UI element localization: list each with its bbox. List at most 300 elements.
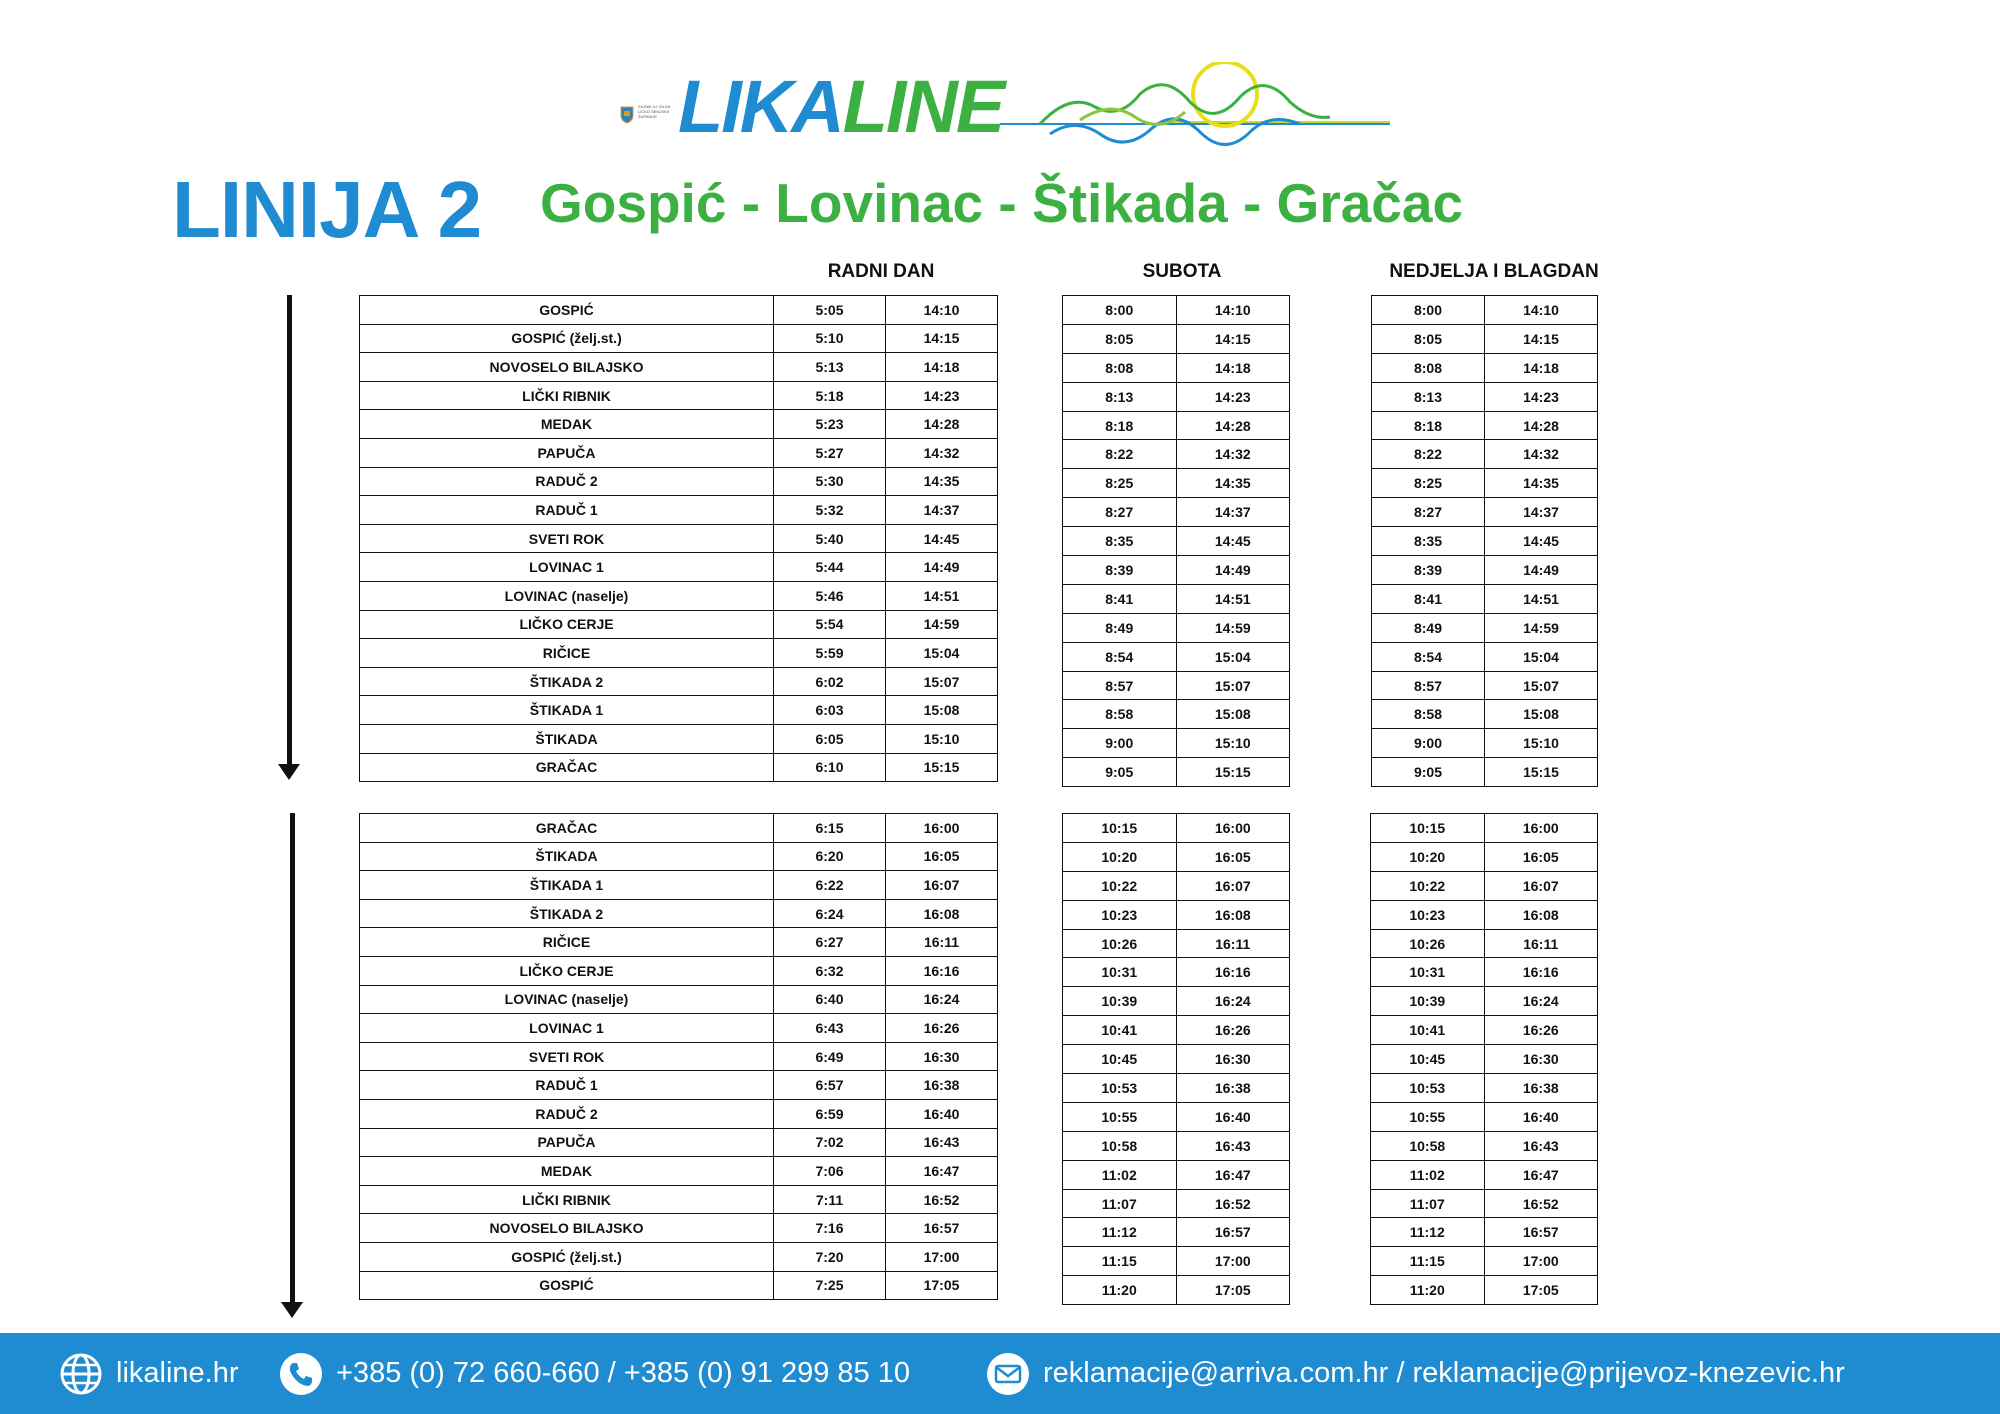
- departure-time: 16:40: [886, 1099, 998, 1128]
- stop-name: ŠTIKADA 2: [360, 667, 774, 696]
- departure-time: 14:32: [1176, 440, 1290, 469]
- departure-time: 16:07: [1176, 871, 1290, 900]
- stop-name: MEDAK: [360, 1157, 774, 1186]
- table-row: [1371, 1074, 1598, 1103]
- table-row: [360, 814, 998, 843]
- table-row: [360, 1071, 998, 1100]
- departure-time: 11:15: [1063, 1247, 1177, 1276]
- table-row: [1371, 1276, 1598, 1305]
- departure-time: 10:22: [1063, 871, 1177, 900]
- table-row: [1371, 987, 1598, 1016]
- departure-time: 14:28: [886, 410, 998, 439]
- website-link[interactable]: likaline.hr: [116, 1357, 239, 1389]
- departure-time: 14:23: [886, 381, 998, 410]
- departure-time: 14:10: [886, 296, 998, 325]
- table-row: [1063, 1016, 1290, 1045]
- departure-time: 15:07: [886, 667, 998, 696]
- footer-email[interactable]: [985, 1333, 1845, 1414]
- table-row: [1371, 1016, 1598, 1045]
- departure-time: 8:41: [1063, 584, 1177, 613]
- table-row: [1372, 324, 1598, 353]
- departure-time: 8:13: [1063, 382, 1177, 411]
- table-row: [360, 1242, 998, 1271]
- departure-time: 11:07: [1063, 1189, 1177, 1218]
- table-row: [1371, 1160, 1598, 1189]
- departure-time: 16:24: [1484, 987, 1598, 1016]
- departure-time: 8:54: [1063, 642, 1177, 671]
- departure-time: 16:08: [1176, 900, 1290, 929]
- table-row: [1372, 556, 1598, 585]
- column-header-sunday: NEDJELJA I BLAGDAN: [1389, 261, 1599, 282]
- departure-time: 15:15: [1176, 758, 1290, 787]
- stop-name: GRAČAC: [360, 753, 774, 782]
- departure-time: 5:10: [774, 324, 886, 353]
- departure-time: 5:18: [774, 381, 886, 410]
- departure-time: 14:28: [1485, 411, 1598, 440]
- logo: [620, 62, 1390, 152]
- departure-time: 16:47: [1484, 1160, 1598, 1189]
- departure-time: 5:05: [774, 296, 886, 325]
- stop-name: RADUČ 2: [360, 467, 774, 496]
- crest-text: ZAJNIK ILI GILDA LIČKO SENJSKE ŽUPANIJE: [638, 104, 671, 119]
- weekday-table-outbound: [359, 295, 998, 782]
- departure-time: 11:02: [1371, 1160, 1485, 1189]
- departure-time: 14:10: [1176, 296, 1290, 325]
- departure-time: 11:20: [1063, 1276, 1177, 1305]
- departure-time: 16:00: [1484, 814, 1598, 843]
- departure-time: 6:03: [774, 696, 886, 725]
- table-row: [360, 1128, 998, 1157]
- table-row: [1063, 671, 1290, 700]
- table-row: [1371, 958, 1598, 987]
- departure-time: 6:32: [774, 956, 886, 985]
- email-addresses[interactable]: reklamacije@arriva.com.hr / reklamacije@prijevoz-knezevic.hr: [1043, 1357, 1845, 1389]
- line-title: LINIJA 2: [172, 165, 482, 254]
- departure-time: 16:40: [1484, 1102, 1598, 1131]
- departure-time: 15:04: [886, 639, 998, 668]
- table-row: [360, 667, 998, 696]
- table-row: [360, 899, 998, 928]
- departure-time: 6:24: [774, 899, 886, 928]
- table-row: [360, 985, 998, 1014]
- table-row: [360, 1157, 998, 1186]
- departure-time: 16:16: [886, 956, 998, 985]
- table-row: [1063, 729, 1290, 758]
- table-row: [1372, 411, 1598, 440]
- sunday-table-outbound: [1371, 295, 1598, 787]
- table-row: [1372, 527, 1598, 556]
- departure-time: 8:35: [1372, 527, 1485, 556]
- departure-time: 14:59: [1485, 613, 1598, 642]
- departure-time: 14:23: [1485, 382, 1598, 411]
- departure-time: 10:26: [1063, 929, 1177, 958]
- departure-time: 14:59: [886, 610, 998, 639]
- departure-time: 14:45: [1485, 527, 1598, 556]
- departure-time: 16:11: [1176, 929, 1290, 958]
- departure-time: 6:05: [774, 724, 886, 753]
- departure-time: 16:07: [886, 871, 998, 900]
- table-row: [1372, 729, 1598, 758]
- departure-time: 10:45: [1063, 1045, 1177, 1074]
- departure-time: 16:11: [886, 928, 998, 957]
- departure-time: 6:22: [774, 871, 886, 900]
- table-row: [1063, 584, 1290, 613]
- departure-time: 8:27: [1372, 498, 1485, 527]
- departure-time: 8:18: [1372, 411, 1485, 440]
- departure-time: 16:52: [886, 1185, 998, 1214]
- mail-icon: [985, 1351, 1031, 1397]
- departure-time: 5:44: [774, 553, 886, 582]
- departure-time: 8:58: [1063, 700, 1177, 729]
- departure-time: 5:46: [774, 581, 886, 610]
- departure-time: 8:57: [1372, 671, 1485, 700]
- departure-time: 17:00: [886, 1242, 998, 1271]
- table-row: [360, 1271, 998, 1300]
- departure-time: 15:04: [1485, 642, 1598, 671]
- departure-time: 8:58: [1372, 700, 1485, 729]
- table-row: [360, 753, 998, 782]
- departure-time: 10:41: [1371, 1016, 1485, 1045]
- table-row: [1372, 584, 1598, 613]
- stop-name: GOSPIĆ: [360, 296, 774, 325]
- table-row: [1371, 814, 1598, 843]
- table-row: [360, 324, 998, 353]
- departure-time: 16:43: [886, 1128, 998, 1157]
- stop-name: LOVINAC (naselje): [360, 985, 774, 1014]
- mountain-wave-icon: [1000, 62, 1390, 152]
- departure-time: 14:49: [1485, 556, 1598, 585]
- table-row: [1063, 1160, 1290, 1189]
- table-row: [1063, 324, 1290, 353]
- departure-time: 8:49: [1372, 613, 1485, 642]
- departure-time: 17:05: [886, 1271, 998, 1300]
- departure-time: 9:05: [1063, 758, 1177, 787]
- table-row: [1371, 1218, 1598, 1247]
- departure-time: 16:05: [1176, 842, 1290, 871]
- departure-time: 14:35: [1485, 469, 1598, 498]
- departure-time: 8:08: [1372, 353, 1485, 382]
- table-row: [1372, 382, 1598, 411]
- table-row: [1063, 1045, 1290, 1074]
- departure-time: 15:15: [886, 753, 998, 782]
- departure-time: 16:40: [1176, 1102, 1290, 1131]
- table-row: [360, 524, 998, 553]
- table-row: [1372, 353, 1598, 382]
- departure-time: 14:37: [1176, 498, 1290, 527]
- departure-time: 16:00: [1176, 814, 1290, 843]
- departure-time: 5:13: [774, 353, 886, 382]
- departure-time: 11:12: [1371, 1218, 1485, 1247]
- departure-time: 5:30: [774, 467, 886, 496]
- table-row: [360, 1099, 998, 1128]
- departure-time: 10:26: [1371, 929, 1485, 958]
- table-row: [1372, 758, 1598, 787]
- departure-time: 6:57: [774, 1071, 886, 1100]
- table-row: [1063, 296, 1290, 325]
- departure-time: 8:49: [1063, 613, 1177, 642]
- departure-time: 15:07: [1485, 671, 1598, 700]
- stop-name: LIČKI RIBNIK: [360, 381, 774, 410]
- departure-time: 10:23: [1371, 900, 1485, 929]
- departure-time: 14:15: [1176, 324, 1290, 353]
- departure-time: 5:40: [774, 524, 886, 553]
- stop-name: SVETI ROK: [360, 524, 774, 553]
- table-row: [1371, 1102, 1598, 1131]
- departure-time: 14:18: [1176, 353, 1290, 382]
- table-row: [360, 296, 998, 325]
- departure-time: 8:27: [1063, 498, 1177, 527]
- departure-time: 14:10: [1485, 296, 1598, 325]
- logo-text-green: LINE: [842, 65, 1004, 148]
- departure-time: 10:20: [1371, 842, 1485, 871]
- table-row: [1063, 613, 1290, 642]
- stop-name: LOVINAC 1: [360, 553, 774, 582]
- table-row: [1371, 1247, 1598, 1276]
- stop-name: RIČICE: [360, 928, 774, 957]
- departure-time: 7:25: [774, 1271, 886, 1300]
- departure-time: 15:10: [1176, 729, 1290, 758]
- departure-time: 16:57: [1484, 1218, 1598, 1247]
- stop-name: ŠTIKADA 1: [360, 871, 774, 900]
- departure-time: 16:26: [1484, 1016, 1598, 1045]
- departure-time: 16:30: [1484, 1045, 1598, 1074]
- departure-time: 14:32: [886, 438, 998, 467]
- saturday-table-outbound: [1062, 295, 1290, 787]
- footer-website[interactable]: [58, 1333, 239, 1414]
- table-row: [1063, 440, 1290, 469]
- departure-time: 5:27: [774, 438, 886, 467]
- table-row: [1063, 1102, 1290, 1131]
- departure-time: 10:58: [1063, 1131, 1177, 1160]
- logo-text: [678, 65, 1004, 148]
- stop-name: MEDAK: [360, 410, 774, 439]
- table-row: [1063, 556, 1290, 585]
- departure-time: 14:18: [1485, 353, 1598, 382]
- departure-time: 16:52: [1176, 1189, 1290, 1218]
- stop-name: NOVOSELO BILAJSKO: [360, 1214, 774, 1243]
- departure-time: 6:49: [774, 1042, 886, 1071]
- departure-time: 16:16: [1484, 958, 1598, 987]
- departure-time: 16:57: [886, 1214, 998, 1243]
- table-row: [360, 842, 998, 871]
- departure-time: 10:22: [1371, 871, 1485, 900]
- table-row: [360, 467, 998, 496]
- departure-time: 9:00: [1063, 729, 1177, 758]
- table-row: [360, 1214, 998, 1243]
- table-row: [360, 871, 998, 900]
- footer-bar: [0, 1333, 2000, 1414]
- departure-time: 10:55: [1063, 1102, 1177, 1131]
- departure-time: 10:55: [1371, 1102, 1485, 1131]
- departure-time: 8:18: [1063, 411, 1177, 440]
- column-header-saturday: SUBOTA: [1142, 261, 1222, 282]
- sunday-table-inbound: [1370, 813, 1598, 1305]
- table-row: [1063, 382, 1290, 411]
- footer-phone[interactable]: [278, 1333, 910, 1414]
- departure-time: 6:20: [774, 842, 886, 871]
- departure-time: 16:08: [1484, 900, 1598, 929]
- departure-time: 14:37: [1485, 498, 1598, 527]
- stop-name: LIČKI RIBNIK: [360, 1185, 774, 1214]
- table-row: [360, 1042, 998, 1071]
- stop-name: RADUČ 2: [360, 1099, 774, 1128]
- stop-name: LOVINAC (naselje): [360, 581, 774, 610]
- table-row: [1372, 700, 1598, 729]
- table-row: [1063, 498, 1290, 527]
- saturday-table-inbound: [1062, 813, 1290, 1305]
- departure-time: 14:59: [1176, 613, 1290, 642]
- departure-time: 16:47: [886, 1157, 998, 1186]
- departure-time: 14:15: [886, 324, 998, 353]
- stop-name: GOSPIĆ: [360, 1271, 774, 1300]
- departure-time: 16:24: [886, 985, 998, 1014]
- departure-time: 10:41: [1063, 1016, 1177, 1045]
- departure-time: 10:39: [1063, 987, 1177, 1016]
- table-row: [360, 610, 998, 639]
- table-row: [1371, 1189, 1598, 1218]
- departure-time: 16:52: [1484, 1189, 1598, 1218]
- departure-time: 7:16: [774, 1214, 886, 1243]
- departure-time: 14:35: [1176, 469, 1290, 498]
- direction-arrow-outbound: [287, 295, 292, 765]
- table-row: [360, 410, 998, 439]
- table-row: [1371, 900, 1598, 929]
- departure-time: 6:10: [774, 753, 886, 782]
- table-row: [1063, 1074, 1290, 1103]
- departure-time: 8:13: [1372, 382, 1485, 411]
- departure-time: 17:05: [1484, 1276, 1598, 1305]
- departure-time: 7:06: [774, 1157, 886, 1186]
- departure-time: 5:59: [774, 639, 886, 668]
- departure-time: 10:45: [1371, 1045, 1485, 1074]
- table-row: [360, 696, 998, 725]
- table-row: [1063, 842, 1290, 871]
- departure-time: 16:26: [886, 1014, 998, 1043]
- departure-time: 7:20: [774, 1242, 886, 1271]
- departure-time: 11:15: [1371, 1247, 1485, 1276]
- departure-time: 16:26: [1176, 1016, 1290, 1045]
- departure-time: 15:07: [1176, 671, 1290, 700]
- table-row: [1063, 814, 1290, 843]
- departure-time: 16:57: [1176, 1218, 1290, 1247]
- table-row: [360, 928, 998, 957]
- departure-time: 8:25: [1063, 469, 1177, 498]
- stop-name: PAPUČA: [360, 1128, 774, 1157]
- departure-time: 16:43: [1176, 1131, 1290, 1160]
- departure-time: 8:22: [1372, 440, 1485, 469]
- departure-time: 14:51: [1176, 584, 1290, 613]
- stop-name: RIČICE: [360, 639, 774, 668]
- stop-name: LIČKO CERJE: [360, 956, 774, 985]
- departure-time: 8:25: [1372, 469, 1485, 498]
- table-row: [360, 956, 998, 985]
- departure-time: 15:10: [886, 724, 998, 753]
- departure-time: 9:00: [1372, 729, 1485, 758]
- departure-time: 11:20: [1371, 1276, 1485, 1305]
- table-row: [360, 553, 998, 582]
- table-row: [360, 1014, 998, 1043]
- departure-time: 8:05: [1063, 324, 1177, 353]
- table-row: [1063, 411, 1290, 440]
- departure-time: 6:59: [774, 1099, 886, 1128]
- table-row: [1063, 1218, 1290, 1247]
- departure-time: 14:37: [886, 496, 998, 525]
- stop-name: GOSPIĆ (želj.st.): [360, 324, 774, 353]
- phone-numbers[interactable]: +385 (0) 72 660-660 / +385 (0) 91 299 85 10: [336, 1357, 910, 1389]
- departure-time: 16:38: [886, 1071, 998, 1100]
- departure-time: 16:11: [1484, 929, 1598, 958]
- departure-time: 6:43: [774, 1014, 886, 1043]
- table-row: [1063, 1131, 1290, 1160]
- stop-name: PAPUČA: [360, 438, 774, 467]
- departure-time: 15:04: [1176, 642, 1290, 671]
- departure-time: 14:32: [1485, 440, 1598, 469]
- table-row: [1372, 440, 1598, 469]
- departure-time: 14:49: [1176, 556, 1290, 585]
- table-row: [1063, 900, 1290, 929]
- departure-time: 8:54: [1372, 642, 1485, 671]
- departure-time: 10:23: [1063, 900, 1177, 929]
- departure-time: 10:58: [1371, 1131, 1485, 1160]
- table-row: [1371, 929, 1598, 958]
- departure-time: 10:53: [1063, 1074, 1177, 1103]
- departure-time: 16:38: [1176, 1074, 1290, 1103]
- stop-name: GOSPIĆ (želj.st.): [360, 1242, 774, 1271]
- departure-time: 14:49: [886, 553, 998, 582]
- table-row: [360, 724, 998, 753]
- departure-time: 10:31: [1063, 958, 1177, 987]
- table-row: [1372, 296, 1598, 325]
- stop-name: LOVINAC 1: [360, 1014, 774, 1043]
- departure-time: 14:15: [1485, 324, 1598, 353]
- departure-time: 8:35: [1063, 527, 1177, 556]
- table-row: [1372, 498, 1598, 527]
- departure-time: 11:07: [1371, 1189, 1485, 1218]
- table-row: [1063, 642, 1290, 671]
- departure-time: 17:00: [1176, 1247, 1290, 1276]
- departure-time: 10:15: [1371, 814, 1485, 843]
- table-row: [1063, 758, 1290, 787]
- crest-icon: [620, 106, 634, 124]
- table-row: [360, 496, 998, 525]
- departure-time: 16:43: [1484, 1131, 1598, 1160]
- departure-time: 11:12: [1063, 1218, 1177, 1247]
- departure-time: 10:20: [1063, 842, 1177, 871]
- departure-time: 16:16: [1176, 958, 1290, 987]
- departure-time: 10:31: [1371, 958, 1485, 987]
- table-row: [1063, 1189, 1290, 1218]
- table-row: [360, 438, 998, 467]
- departure-time: 16:24: [1176, 987, 1290, 1016]
- departure-time: 16:05: [886, 842, 998, 871]
- table-row: [360, 381, 998, 410]
- departure-time: 16:07: [1484, 871, 1598, 900]
- table-row: [1372, 469, 1598, 498]
- departure-time: 6:40: [774, 985, 886, 1014]
- departure-time: 5:54: [774, 610, 886, 639]
- globe-icon: [58, 1351, 104, 1397]
- departure-time: 14:51: [886, 581, 998, 610]
- departure-time: 16:05: [1484, 842, 1598, 871]
- departure-time: 14:51: [1485, 584, 1598, 613]
- stop-name: GRAČAC: [360, 814, 774, 843]
- departure-time: 8:41: [1372, 584, 1485, 613]
- direction-arrow-inbound: [290, 813, 295, 1303]
- table-row: [360, 639, 998, 668]
- table-row: [1063, 1276, 1290, 1305]
- departure-time: 15:15: [1485, 758, 1598, 787]
- departure-time: 15:10: [1485, 729, 1598, 758]
